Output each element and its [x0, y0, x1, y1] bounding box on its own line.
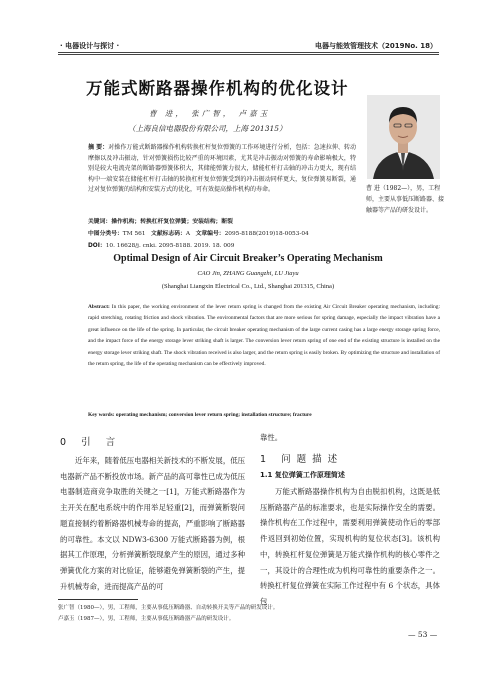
abstract-en — [88, 302, 440, 370]
col2-lead: 靠性。 — [260, 433, 283, 442]
clc-label: 中图分类号： — [88, 231, 123, 237]
section-0-body: 近年来，随着低压电器相关新技术的不断发展，低压电器新产品不断投放市场。新产品的高可靠性已成为低压电器制造商竞争取胜的关键之一[1]，万能式断路器作为主开关在配电系统中的作用举足轻重[2]，而弹簧断裂问题直接制约着断路器机械寿命的提高，严重影响了断路器的可靠性。本文以 NDW3-6300 万能式断路器为例，根据其工作原理，分析弹簧断裂现象产生的原因，通过多种弹簧优化方案的对比验证，能够避免弹簧断裂的产生，提升机械寿命，进而提高产品的可 — [60, 456, 245, 591]
section-1-1-heading: 1.1 复位弹簧工作原理简述 — [260, 471, 345, 479]
section-0-heading: 0 引 言 — [60, 437, 122, 448]
abstract-cn-label: 摘 要： — [88, 144, 109, 151]
page-number: — 53 — — [408, 630, 438, 639]
portrait-illustration — [367, 95, 440, 179]
header-rule — [58, 52, 439, 53]
footnote-2: 卢嘉玉（1987—），男，工程师，主要从事低压断路器产品的研发设计。 — [58, 616, 235, 622]
footnote-1: 张广智（1980—），男，工程师，主要从事低压断路器、自动转换开关等产品的研发设计。 — [58, 605, 279, 611]
clc-value: TM 561 — [122, 231, 146, 237]
classification-cn — [88, 228, 309, 237]
doi-label: DOI： — [88, 243, 106, 249]
abstract-en-text: In this paper, the working environment of the lever return spring is changed from the existing Air Circuit Breaker operating mechanism, including: rapid stretching, rotating friction and shock vibration. The environmental factors that are more serious for spring damage, especially the impact vibration have a great influence on the life of the spring. In particular, the circuit breaker operating mechanism of the large current casing has a large energy storage spring force, and the impact force of the energy storage lever striking shaft is larger. The conversion lever return spring of one end of the existing structure is installed on the energy storage lever striking shaft. The shock vibration received is also larger, and the return spring is easily broken. By optimizing the structure and installation of the return spring, the life of the operating mechanism can be effectively improved. — [88, 304, 440, 368]
page-title: 万能式断路器操作机构的优化设计 — [86, 79, 349, 98]
keywords-cn-text: 操作机构；转换杠杆复位弹簧；安装结构；断裂 — [111, 219, 233, 225]
running-header-left: · 电器设计与探讨 · — [60, 42, 120, 50]
authors-cn: 曹 进， 张广智， 卢嘉玉 — [149, 109, 271, 118]
header-rule-thin — [58, 54, 439, 55]
keywords-en-text: operating mechanism; conversion lever return spring; installation structure; fracture — [115, 412, 312, 418]
section-1-heading: 1 问题描述 — [260, 454, 344, 465]
abstract-cn-text: 对操作万能式断路器操作机构转换杠杆复位弹簧的工作环境进行分析，包括：急速拉伸、转动摩擦以及冲击振动，针对弹簧损伤比较严重的环境因素，尤其是冲击振动对弹簧的寿命影响极大，特别是较大电流壳架的断路器弹簧体积大，其储能弹簧力很大，储能杠杆打击轴的冲击力更大，现有结构中一端安装在储能杠杆打击轴的转换杠杆复位弹簧受到的冲击振动同样更大，复位弹簧易断裂，通过对复位弹簧的结构和安装方式的优化，可有效提高操作机构的寿命。 — [88, 144, 356, 194]
authors-en: CAO Jin, ZHANG Guangzhi, LU Jiayu — [197, 270, 299, 277]
abstract-cn — [88, 143, 356, 196]
keywords-en — [88, 412, 440, 418]
doi-cn — [88, 240, 234, 249]
keywords-cn — [88, 216, 233, 225]
affiliation-cn: （上海良信电器股份有限公司，上海 201315） — [128, 124, 287, 133]
article-id-label: 文章编号： — [195, 231, 225, 237]
doi-value: 10. 16628/j. cnki. 2095-8188. 2019. 18. 009 — [105, 243, 235, 249]
doc-code-value: A — [185, 231, 191, 237]
article-id-value: 2095-8188(2019)18-0053-04 — [224, 231, 309, 237]
abstract-en-label: Abstract: — [88, 304, 110, 310]
author-portrait-photo — [367, 95, 440, 179]
title-en: Optimal Design of Air Circuit Breaker’s Operating Mechanism — [113, 253, 383, 264]
keywords-en-label: Key words: — [88, 412, 115, 418]
footnote-rule — [58, 599, 138, 600]
keywords-cn-label: 关键词： — [88, 219, 112, 225]
author-bio: 曹 进（1982—），男，工程师，主要从事低压断路器、接触器等产品的研发设计。 — [366, 185, 445, 215]
affiliation-en: (Shanghai Liangxin Electrical Co., Ltd., Shanghai 201315, China) — [161, 283, 335, 290]
section-1-body: 万能式断路器操作机构为自由脱扣机构，这既是低压断路器产品的标准要求，也是实际操作安全的需要。操作机构在工作过程中，需要利用弹簧使动作后的零部件返回到初始位置，实现机构的复位状态[3]。该机构中，转换杠杆复位弹簧是万能式操作机构的核心零件之一，其设计的合理性成为机构可靠性的重要条件之一。转换杠杆复位弹簧在实际工作过程中有 6 个状态，具体包 — [260, 487, 440, 606]
doc-code-label: 文献标志码： — [151, 231, 186, 237]
running-header-right: 电器与能效管理技术（2019No. 18） — [315, 42, 437, 50]
